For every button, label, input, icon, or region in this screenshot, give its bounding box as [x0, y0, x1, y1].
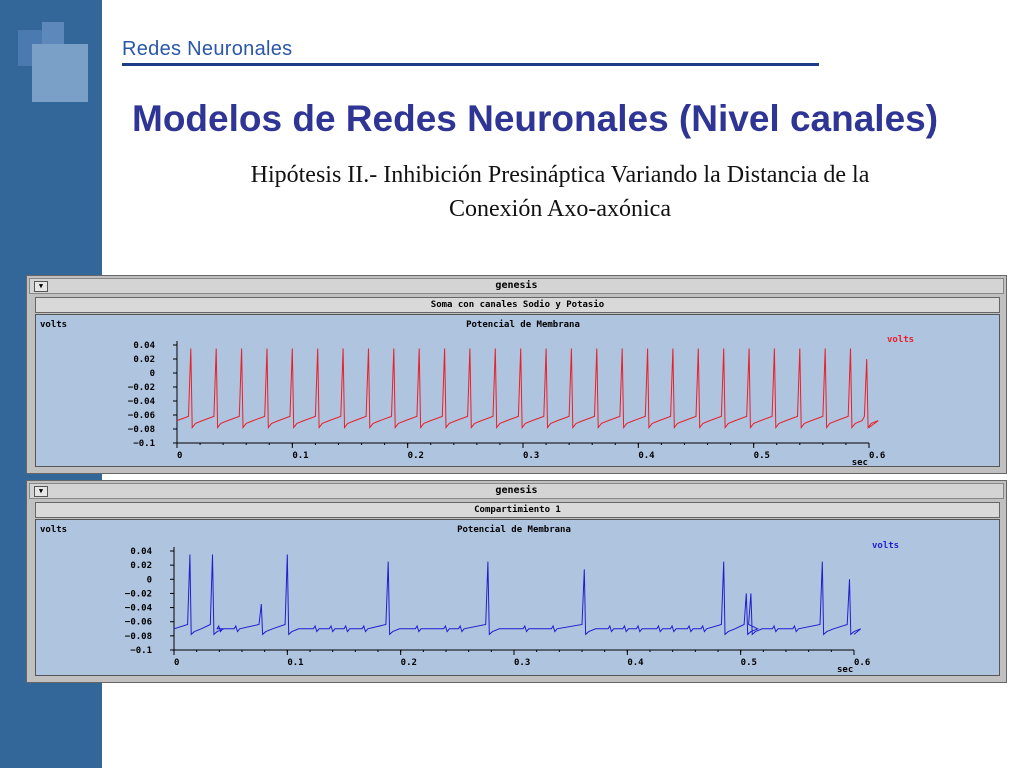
x-axis-label: sec [837, 665, 854, 675]
x-tick-label: 0.5 [753, 451, 770, 461]
graph-header: Soma con canales Sodio y Potasio [35, 297, 1000, 313]
y-tick-label: −0.08 [124, 631, 152, 642]
y-tick-label: 0.04 [133, 341, 155, 351]
window-menu-icon[interactable]: ▼ [34, 281, 48, 292]
x-tick-label: 0.1 [287, 658, 304, 668]
y-tick-label: 0.02 [130, 561, 152, 572]
x-tick-label: 0.3 [523, 451, 540, 461]
window-titlebar[interactable] [29, 278, 1004, 294]
y-tick-label: −0.06 [127, 411, 155, 421]
legend-label: volts [872, 541, 900, 551]
graph-header: Compartimiento 1 [35, 502, 1000, 518]
window-title: genesis [495, 485, 538, 496]
chart-title: Potencial de Membrana [457, 525, 571, 535]
y-tick-label: −0.1 [130, 646, 152, 656]
membrane-potential-chart-1 [36, 315, 1001, 468]
y-axis-label: volts [40, 525, 68, 535]
x-tick-label: 0.5 [740, 658, 757, 668]
x-tick-label: 0.3 [514, 658, 531, 668]
window-menu-icon[interactable]: ▼ [34, 486, 48, 497]
membrane-potential-chart-2 [36, 520, 1001, 677]
y-tick-label: −0.1 [133, 439, 155, 449]
genesis-window-2 [26, 480, 1007, 683]
y-tick-label: 0 [146, 575, 152, 586]
y-tick-label: −0.08 [127, 425, 155, 435]
y-tick-label: −0.04 [124, 603, 152, 614]
genesis-window-1 [26, 275, 1007, 474]
decorative-square [32, 44, 88, 102]
subtitle [160, 158, 960, 226]
section-title: Redes Neuronales [122, 38, 293, 60]
section-underline [122, 63, 819, 66]
window-title: genesis [495, 280, 538, 291]
y-tick-label: −0.04 [127, 397, 155, 407]
y-tick-label: −0.02 [127, 383, 155, 393]
x-tick-label: 0.6 [854, 658, 871, 668]
y-tick-label: 0 [149, 369, 155, 379]
page-title: Modelos de Redes Neuronales (Nivel canales) [132, 98, 939, 139]
window-titlebar[interactable] [29, 483, 1004, 499]
plot-area [35, 314, 1000, 467]
y-tick-label: −0.02 [124, 589, 152, 600]
x-tick-label: 0.2 [400, 658, 417, 668]
y-axis-label: volts [40, 320, 68, 330]
plot-area [35, 519, 1000, 676]
decorative-square [42, 22, 64, 44]
x-tick-label: 0.6 [869, 451, 886, 461]
y-tick-label: −0.06 [124, 617, 152, 628]
x-tick-label: 0 [174, 658, 180, 668]
series-line-volts [174, 555, 861, 635]
chart-title: Potencial de Membrana [466, 320, 580, 330]
x-tick-label: 0 [177, 451, 183, 461]
y-tick-label: 0.02 [133, 355, 155, 365]
x-axis-label: sec [851, 458, 868, 468]
x-tick-label: 0.1 [292, 451, 309, 461]
x-tick-label: 0.2 [407, 451, 424, 461]
x-tick-label: 0.4 [627, 658, 644, 668]
x-tick-label: 0.4 [638, 451, 655, 461]
subtitle-line-2: Conexión Axo-axónica [449, 196, 671, 222]
subtitle-line-1: Hipótesis II.- Inhibición Presináptica Variando la Distancia de la [250, 162, 870, 188]
series-line-volts [177, 349, 878, 428]
y-tick-label: 0.04 [130, 547, 152, 557]
legend-label: volts [887, 335, 915, 345]
